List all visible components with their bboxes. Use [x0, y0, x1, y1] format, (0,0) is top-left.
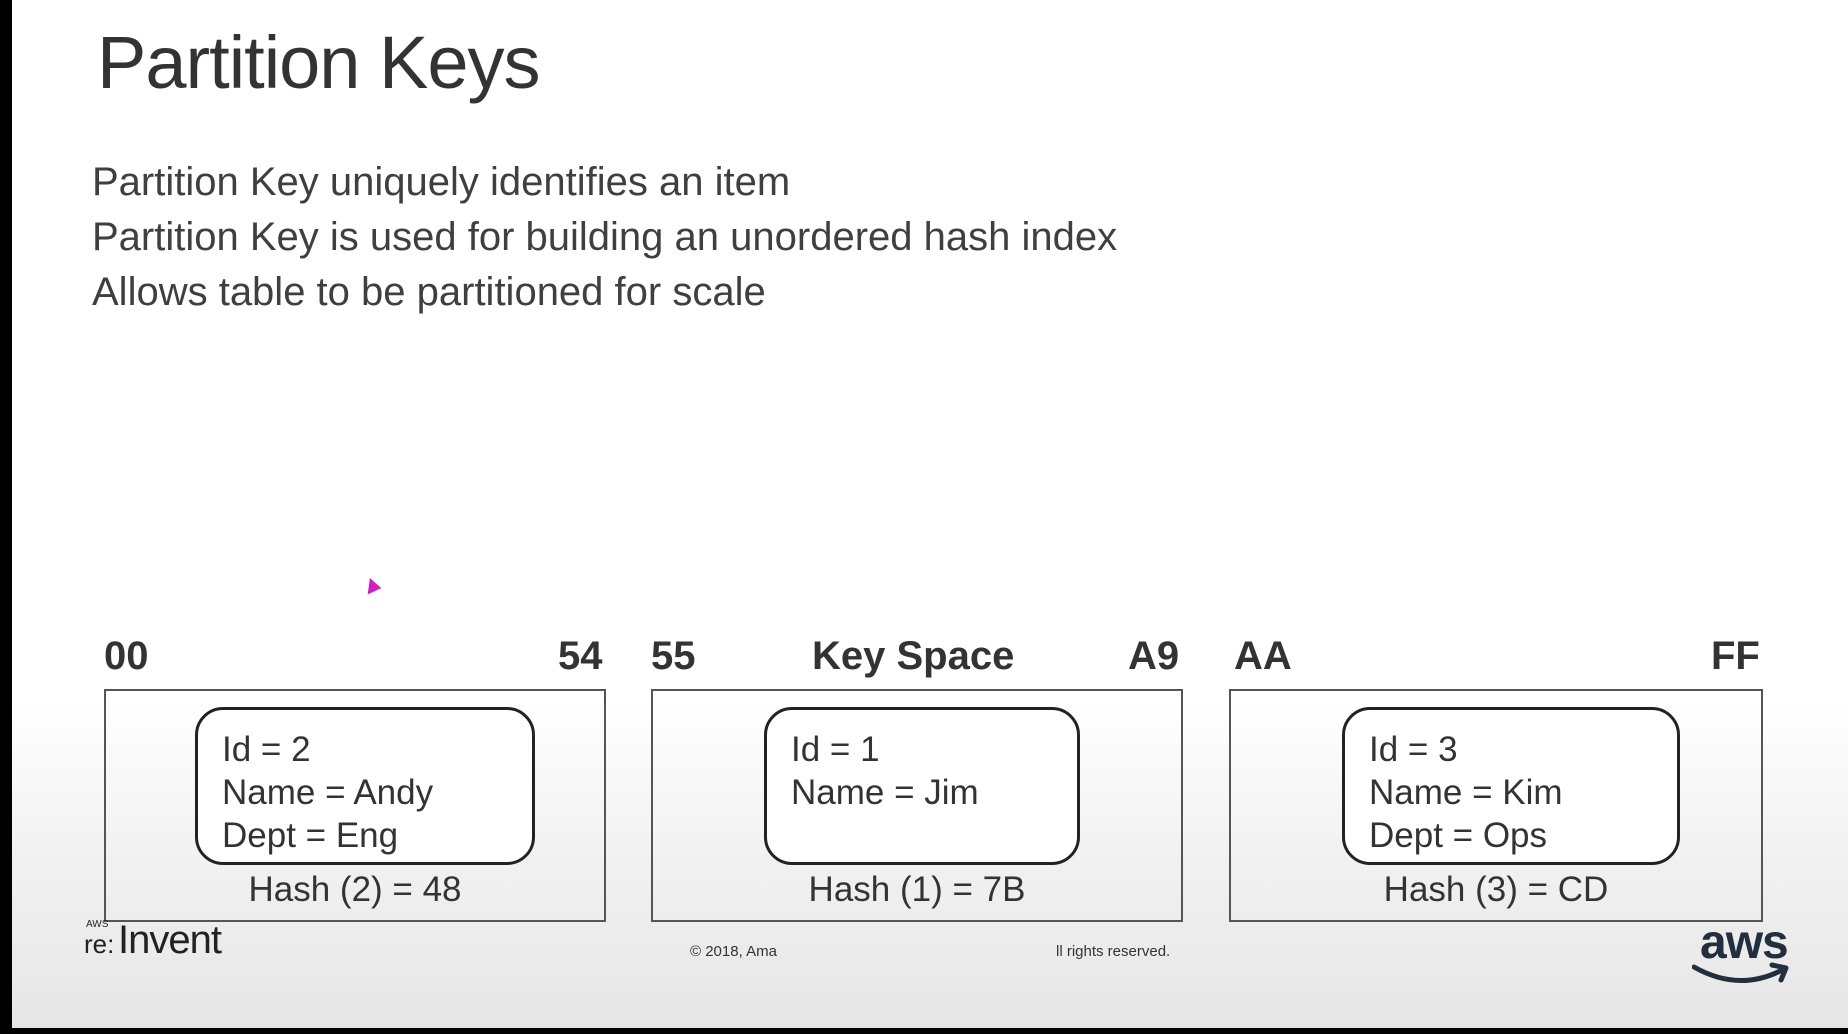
item-card — [195, 707, 535, 865]
range-end-label: A9 — [1128, 634, 1180, 678]
partition-box — [1229, 689, 1763, 922]
item-attribute: Id = 2 — [222, 730, 311, 769]
hash-label: Hash (3) = CD — [1383, 870, 1609, 909]
range-end-label: FF — [1711, 634, 1760, 678]
range-start-label: 00 — [104, 634, 149, 678]
item-card — [1342, 707, 1680, 865]
partition-box — [651, 689, 1183, 922]
slide — [12, 0, 1848, 1028]
aws-smile-icon — [1692, 961, 1792, 991]
reinvent-logo-aws: AWS — [86, 919, 109, 930]
pointer-cursor-icon — [362, 575, 382, 594]
item-attribute: Id = 3 — [1369, 730, 1458, 769]
rights-text: ll rights reserved. — [1056, 943, 1171, 960]
range-start-label: AA — [1234, 634, 1292, 678]
hash-label: Hash (1) = 7B — [808, 870, 1026, 909]
slide-title: Partition Keys — [97, 21, 540, 104]
range-start-label: 55 — [651, 634, 696, 678]
key-space-label: Key Space — [812, 634, 1015, 678]
partition-box — [104, 689, 606, 922]
item-card — [764, 707, 1080, 865]
hash-label: Hash (2) = 48 — [248, 870, 462, 909]
aws-logo-word: aws — [1700, 916, 1788, 969]
item-attribute: Dept = Ops — [1369, 816, 1548, 855]
range-end-label: 54 — [558, 634, 603, 678]
item-attribute: Name = Kim — [1369, 773, 1563, 812]
item-attribute: Name = Andy — [222, 773, 434, 812]
item-attribute: Name = Jim — [791, 773, 979, 812]
reinvent-logo-re: re: — [84, 929, 115, 959]
bullet-line: Partition Key is used for building an unordered hash index — [92, 215, 1118, 259]
item-attribute: Id = 1 — [791, 730, 880, 769]
copyright-text: © 2018, Ama — [690, 943, 777, 960]
aws-logo — [1692, 916, 1802, 995]
bullet-line: Allows table to be partitioned for scale — [92, 270, 766, 314]
reinvent-logo-invent: Invent — [118, 918, 221, 962]
item-attribute: Dept = Eng — [222, 816, 399, 855]
bullet-line: Partition Key uniquely identifies an item — [92, 160, 791, 204]
